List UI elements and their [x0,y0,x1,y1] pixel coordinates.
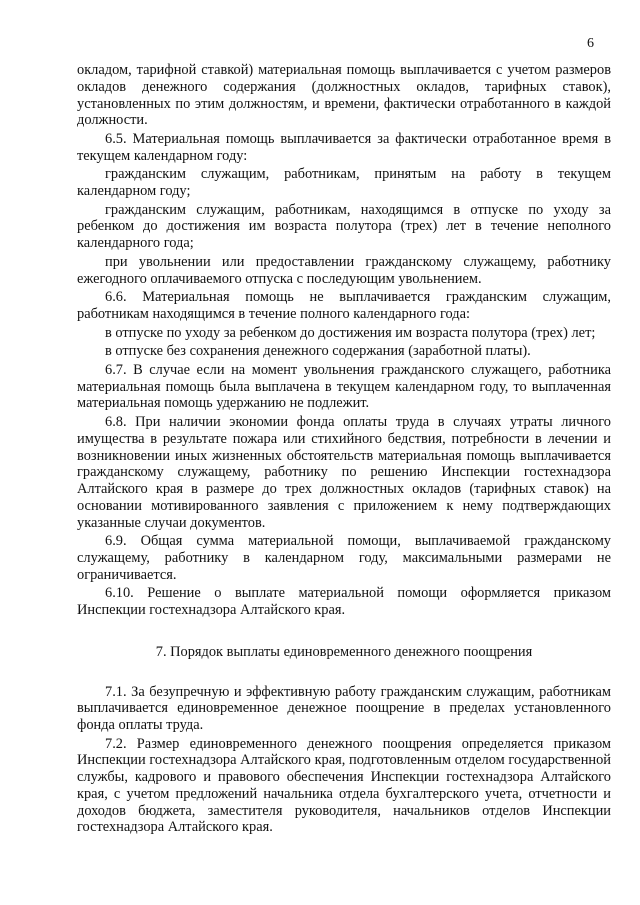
page-number: 6 [587,36,594,51]
paragraph: 6.5. Материальная помощь выплачивается за фактически отработанное время в текущем календарном году: [77,130,611,164]
paragraph: 6.10. Решение о выплате материальной помощи оформляется приказом Инспекции гостехнадзора Алтайского края. [77,585,611,619]
paragraph: в отпуске без сохранения денежного содержания (заработной платы). [105,343,531,360]
paragraph: 7.2. Размер единовременного денежного поощрения определяется приказом Инспекции гостехнадзора Алтайского края, подготовленным отделом государственной службы, кадрового и правового обеспечения Инспекции гостехнадзора Алтайского края, с учетом предложений начальника отдела бухгалтерского учета, отчетности и доходов бюджета, заместителя руководителя, начальников отделов Инспекции гостехнадзора Алтайского края. [77,735,611,836]
section-7-paragraphs [77,684,611,837]
paragraph: при увольнении или предоставлении гражданскому служащему, работнику ежегодного оплачиваемого отпуска с последующим увольнением. [77,253,611,287]
paragraph: в отпуске по уходу за ребенком до достижения им возраста полутора (трех) лет; [105,324,596,341]
document-body [77,62,611,838]
paragraph: 6.7. В случае если на момент увольнения гражданского служащего, работника материальная помощь была выплачена в текущем календарном году, то выплаченная материальная помощь удержанию не подлежит. [77,361,611,412]
paragraph: 7.1. За безупречную и эффективную работу гражданским служащим, работникам выплачивается единовременное денежное поощрение в пределах установленного фонда оплаты труда. [77,683,611,734]
section-heading: 7. Порядок выплаты единовременного денежного поощрения [155,643,533,660]
paragraph: 6.6. Материальная помощь не выплачивается гражданским служащим, работникам находящимся в течение полного календарного года: [77,289,611,322]
section-6-paragraphs [77,62,611,619]
paragraph: 6.9. Общая сумма материальной помощи, выплачиваемой гражданскому служащему, работнику в календарном году, максимальными размерами не ограничивается. [77,533,611,583]
paragraph: окладом, тарифной ставкой) материальная помощь выплачивается с учетом размеров окладов денежного содержания (должностных окладов, тарифных ставок), установленных по этим должностям, и времени, фактически отработанного в каждой должности. [77,62,611,129]
paragraph: гражданским служащим, работникам, принятым на работу в текущем календарном году; [77,166,611,200]
paragraph: гражданским служащим, работникам, находящимся в отпуске по уходу за ребенком до достижения им возраста полутора (трех) лет в течение неполного календарного года; [77,201,611,252]
paragraph: 6.8. При наличии экономии фонда оплаты труда в случаях утраты личного имущества в результате пожара или стихийного бедствия, потребности в лечении и возникновении иных жизненных обстоятельств материальная помощь выплачивается гражданскому служащему, работнику по решению Инспекции гостехнадзора Алтайского края в размере до трех должностных окладов (тарифных ставок) на основании мотивированного заявления с приложением к нему подтверждающих указанные случаи документов. [77,414,611,531]
